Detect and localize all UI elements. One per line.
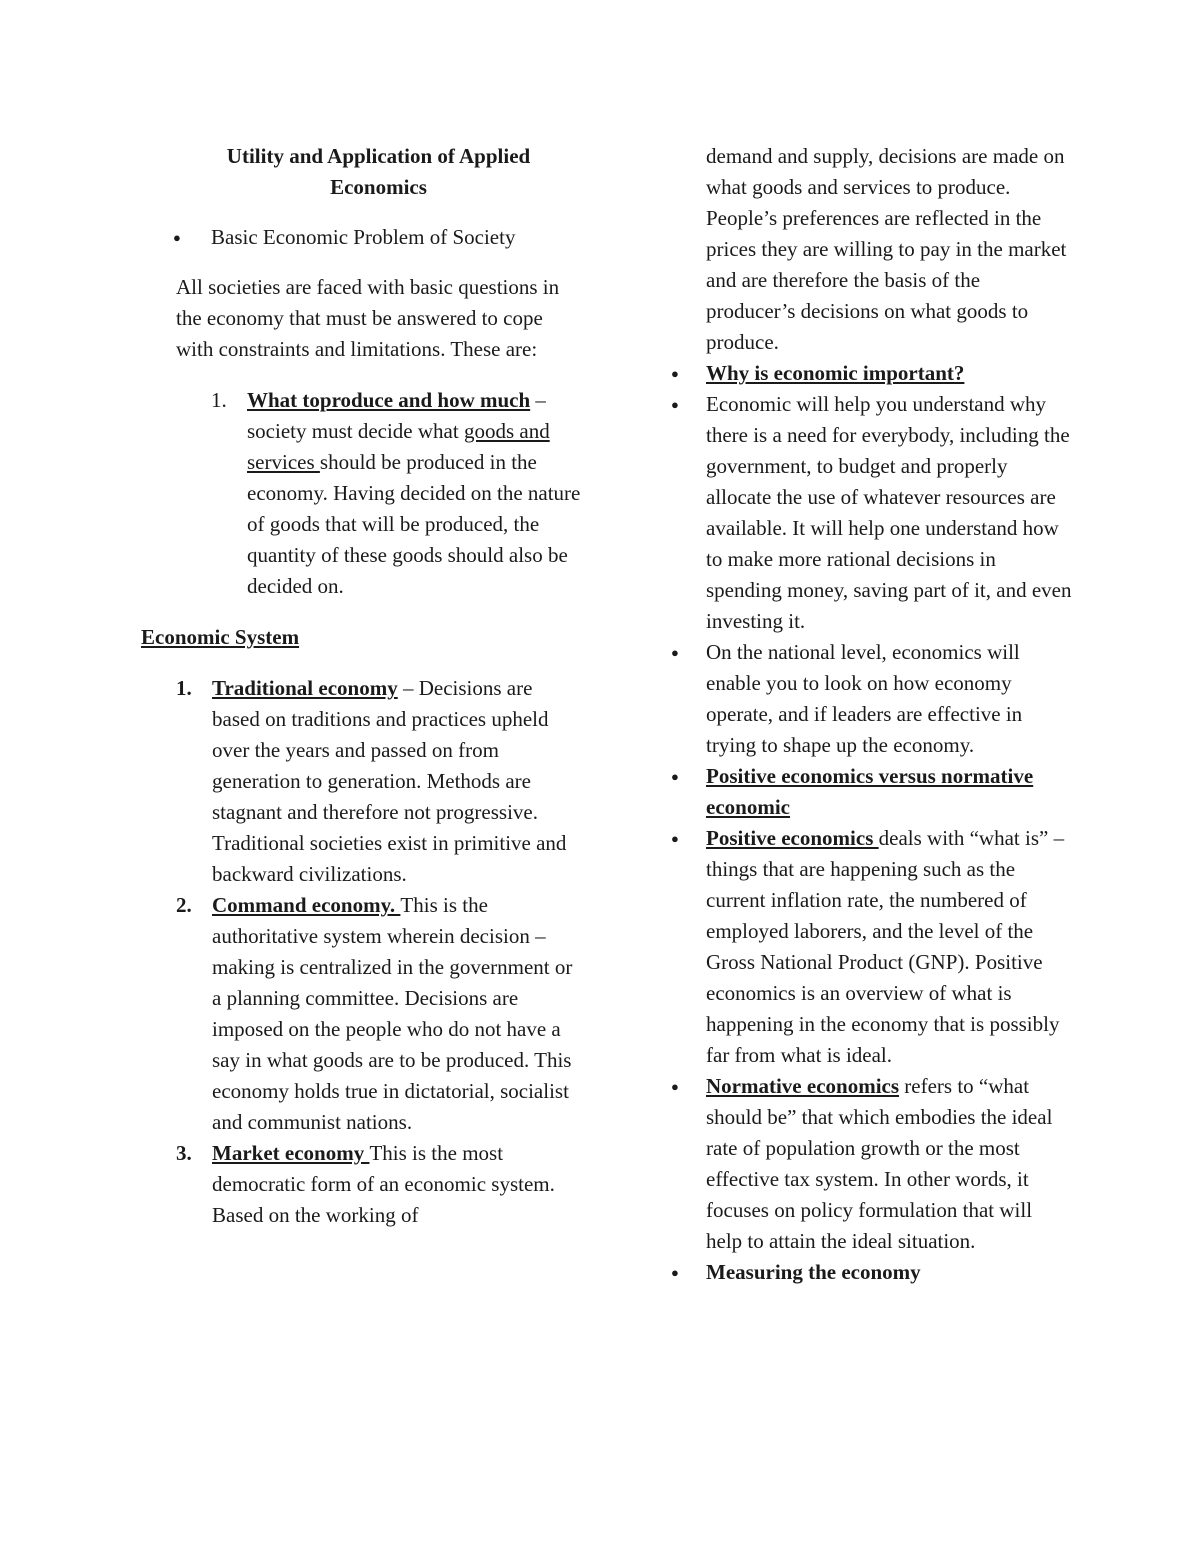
- bullet-basic-problem: ● Basic Economic Problem of Society: [141, 222, 581, 253]
- positive-economics-heading: Positive economics: [706, 826, 879, 850]
- bullet-national-level: ● On the national level, economics will enable you to look on how economy operate, and if leaders are effective in trying to shape up the economy.: [668, 637, 1073, 761]
- system-number: 3.: [176, 1141, 192, 1165]
- system-heading: Market economy: [212, 1141, 370, 1165]
- system-text: – Decisions are based on traditions and practices upheld over the years and passed on from generation to generation. Methods are stagnant and therefore not progressive. Traditional societies exist in primitive and backward civilizations.: [212, 676, 567, 886]
- system-text: This is the most democratic form of an economic system. Based on the working of: [212, 1141, 555, 1227]
- bullet-why-heading: [668, 358, 1073, 389]
- bullet-measuring: [668, 1257, 1073, 1288]
- question-text-post: should be produced in the economy. Having decided on the nature of goods that will be produced, the quantity of these goods should also be decided on.: [247, 450, 581, 598]
- system-heading: Traditional economy: [212, 676, 398, 700]
- market-economy-continuation: demand and supply, decisions are made on what goods and services to produce. People’s preferences are reflected in the prices they are willing to pay in the market and are therefore the basis of the producer’s decisions on what goods to produce.: [706, 144, 1067, 354]
- question-text-pre: – society must decide what: [247, 388, 546, 443]
- goods-and-services-link: goods and services: [247, 419, 550, 474]
- system-heading: Command economy.: [212, 893, 401, 917]
- question-heading: What toproduce and how much: [247, 388, 531, 412]
- system-number: 1.: [176, 676, 192, 700]
- intro-paragraph: All societies are faced with basic questions in the economy that must be answered to cope with constraints and limitations. These are:: [176, 275, 560, 361]
- bullet-normative-economics: [668, 1071, 1073, 1257]
- system-number: 2.: [176, 893, 192, 917]
- question-number: 1.: [211, 388, 227, 412]
- bullet-positive-economics: [668, 823, 1073, 1071]
- normative-economics-heading: Normative economics: [706, 1074, 900, 1098]
- system-text: This is the authoritative system wherein decision – making is centralized in the government or a planning committee. Decisions are imposed on the people who do not have a say in what goods are to be produced. This economy holds true in dictatorial, socialist and communist nations.: [212, 893, 573, 1134]
- right-column: [668, 141, 1073, 1288]
- left-column: [141, 141, 581, 1231]
- system-item-market: [141, 1138, 581, 1231]
- document-title: Utility and Application of Applied Economics: [226, 144, 531, 199]
- positive-economics-text: deals with “what is” – things that are happening such as the current inflation rate, the numbered of employed laborers, and the level of the Gross National Product (GNP). Positive economics is an overview of what is happening in the economy that is possibly far from what is ideal.: [706, 826, 1065, 1067]
- bullet-why-text: ● Economic will help you understand why there is a need for everybody, including the government, to budget and properly allocate the use of whatever resources are available. It will help one understand how to make more rational decisions in spending money, saving part of it, and even investing it.: [668, 389, 1073, 637]
- question-item-1: [141, 385, 581, 602]
- positive-vs-normative-heading: Positive economics versus normative economic: [706, 764, 1034, 819]
- normative-economics-text: refers to “what should be” that which embodies the ideal rate of population growth or the most effective tax system. In other words, it focuses on policy formulation that will help to attain the ideal situation.: [706, 1074, 1053, 1253]
- economic-system-heading: Economic System: [141, 625, 300, 649]
- bullet-positive-vs-normative: [668, 761, 1073, 823]
- measuring-heading: Measuring the economy: [706, 1260, 921, 1284]
- system-item-traditional: [141, 673, 581, 890]
- why-heading: Why is economic important?: [706, 361, 965, 385]
- system-item-command: [141, 890, 581, 1138]
